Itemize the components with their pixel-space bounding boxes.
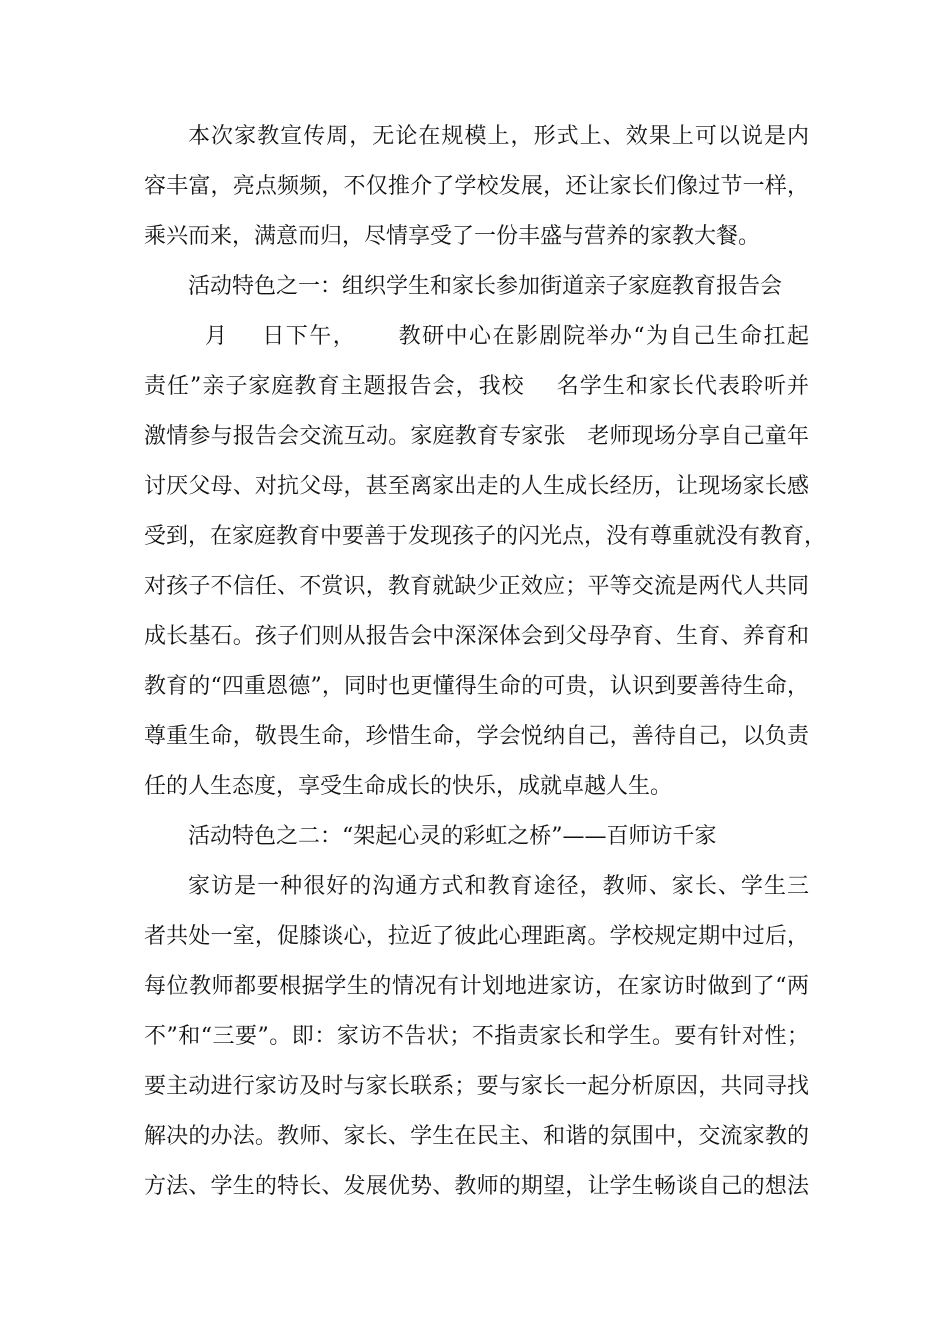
paragraph-line: 讨厌父母、对抗父母，甚至离家出走的人生成长经历，让现场家长感	[144, 474, 809, 499]
paragraph-line: 不”和“三要”。即：家访不告状；不指责家长和学生。要有针对性；	[144, 1024, 809, 1049]
paragraph-line: 对孩子不信任、不赏识，教育就缺少正效应；平等交流是两代人共同	[144, 574, 809, 599]
section-heading-2: 活动特色之二：“架起心灵的彩虹之桥”——百师访千家	[188, 824, 717, 849]
paragraph-line: 本次家教宣传周，无论在规模上，形式上、效果上可以说是内	[188, 124, 809, 149]
paragraph-line: 家访是一种很好的沟通方式和教育途径，教师、家长、学生三	[188, 874, 809, 899]
paragraph-line: 任的人生态度，享受生命成长的快乐，成就卓越人生。	[144, 774, 673, 799]
paragraph-home-visit	[144, 862, 809, 1212]
paragraph-line: 受到，在家庭教育中要善于发现孩子的闪光点，没有尊重就没有教育，	[144, 524, 827, 549]
paragraph-line: 者共处一室，促膝谈心，拉近了彼此心理距离。学校规定期中过后，	[144, 924, 809, 949]
paragraph-line: 方法、学生的特长、发展优势、教师的期望，让学生畅谈自己的想法	[144, 1174, 809, 1199]
paragraph-line: 教育的“四重恩德”，同时也更懂得生命的可贵，认识到要善待生命，	[144, 674, 809, 699]
paragraph-line: 成长基石。孩子们则从报告会中深深体会到父母孕育、生育、养育和	[144, 624, 809, 649]
paragraph-line: 责任”亲子家庭教育主题报告会，我校 名学生和家长代表聆听并	[144, 374, 809, 399]
paragraph-line: 要主动进行家访及时与家长联系；要与家长一起分析原因，共同寻找	[144, 1074, 809, 1099]
paragraph-line: 激情参与报告会交流互动。家庭教育专家张 老师现场分享自己童年	[144, 424, 809, 449]
section-heading-1: 活动特色之一：组织学生和家长参加街道亲子家庭教育报告会	[188, 274, 783, 299]
paragraph-line: 容丰富，亮点频频，不仅推介了学校发展，还让家长们像过节一样，	[144, 174, 809, 199]
document-body	[144, 112, 827, 1212]
paragraph-line: 每位教师都要根据学生的情况有计划地进家访，在家访时做到了“两	[144, 974, 809, 999]
paragraph-line: 尊重生命，敬畏生命，珍惜生命，学会悦纳自己，善待自己，以负责	[144, 724, 809, 749]
paragraph-report	[144, 312, 827, 812]
paragraph-line: 乘兴而来，满意而归，尽情享受了一份丰盛与营养的家教大餐。	[144, 224, 761, 249]
paragraph-line: 月 日下午， 教研中心在影剧院举办“为自己生命扛起	[188, 324, 809, 349]
paragraph-intro	[144, 112, 809, 262]
paragraph-line: 解决的办法。教师、家长、学生在民主、和谐的氛围中，交流家教的	[144, 1124, 809, 1149]
